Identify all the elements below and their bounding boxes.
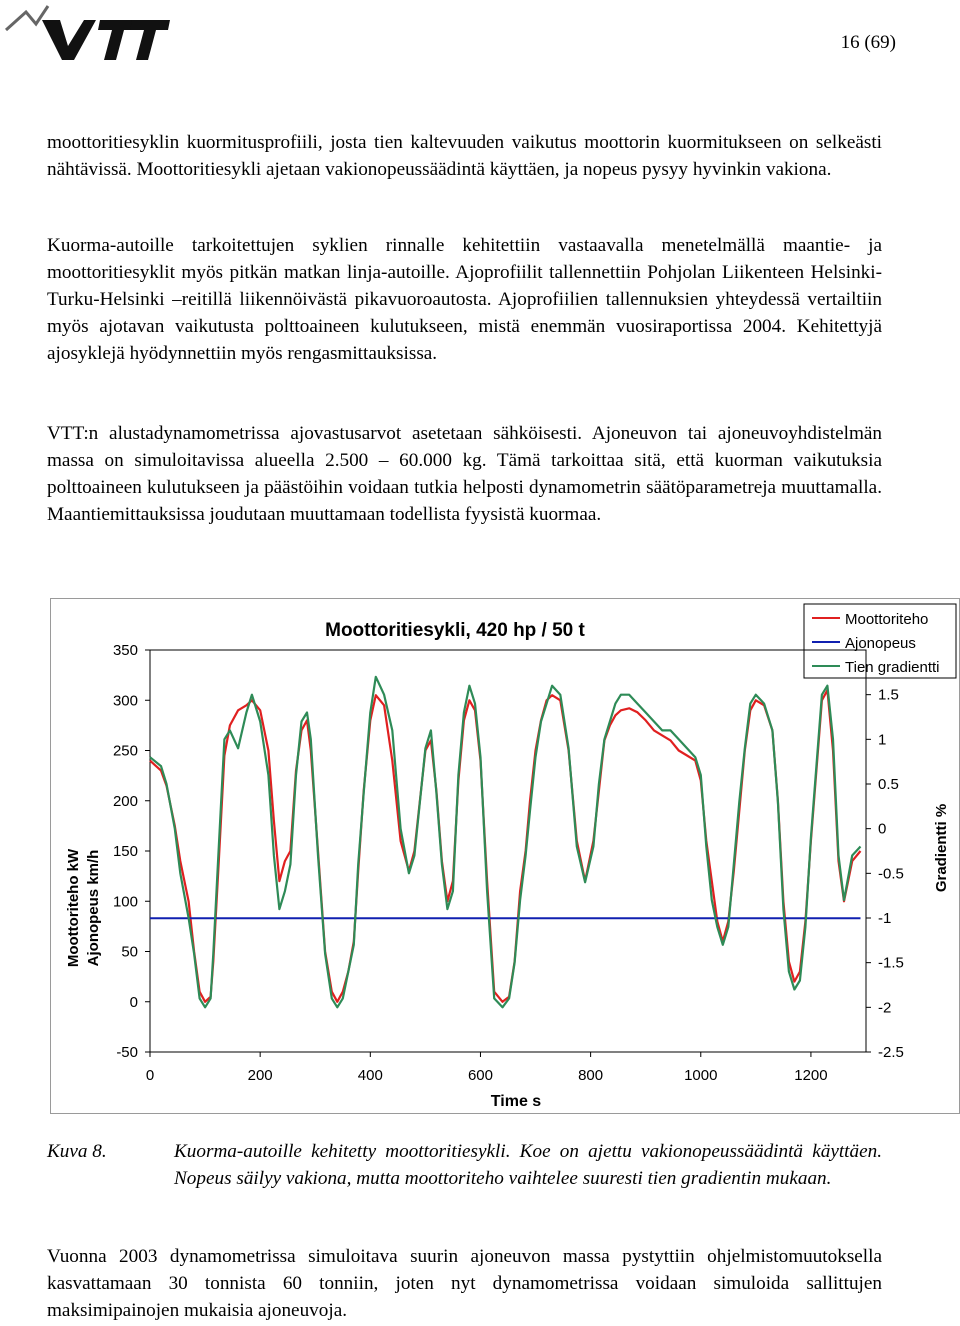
paragraph-3: VTT:n alustadynamometrissa ajovastusarvot asetetaan sähköisesti. Ajoneuvon tai ajoneuvoyhdistelmän massa on simuloitavissa alueella 2.500 – 60.000 kg. Tämä tarkoittaa sitä, että kuorman vaikutuksia polttoaineen kulutukseen ja päästöihin voidaan tutkia helposti dynamometrin säätöparametreja muuttamalla. Maantiemittauksissa joudutaan muuttamaan todellista fyysistä kuormaa. [47,423,882,525]
y-left-tick-label: 350 [112,642,138,659]
x-tick-label: 1000 [684,1067,718,1084]
y-right-tick-label: -2 [878,999,892,1017]
x-tick-label: 0 [145,1067,155,1084]
y-left-tick-label: 0 [129,993,138,1011]
y-right-tick-label: 0.5 [878,776,899,793]
chart-title: Moottoritiesykli, 420 hp / 50 t [325,620,585,641]
page-number: 16 (69) [840,32,896,53]
paragraph-4: Vuonna 2003 dynamometrissa simuloitava suurin ajoneuvon massa pystyttiin ohjelmistomuutoksella kasvattamaan 30 tonnista 60 tonniin, joten nyt dynamometrissa voidaan simuloida sallittujen maksimipainojen mukaisia ajoneuvoja. [47,1246,882,1321]
caption-text: Kuorma-autoille kehitetty moottoritiesykli. Koe on ajettu vakionopeussäädintä käyttäen. Nopeus säilyy vakiona, mutta moottoriteho vaihtelee suuresti tien gradientin mukaan. [174,1141,882,1189]
legend-label-speed: Ajonopeus [845,635,916,652]
y-right-tick-label: -0.5 [878,865,904,883]
y-left-tick-label: -50 [116,1044,138,1061]
chart-legend [804,604,956,678]
y-axis-label-power: Moottoriteho kW [65,848,82,968]
y-left-tick-label: 50 [121,943,138,961]
highway-cycle-chart [50,598,960,1114]
y-right-tick-label: 1 [878,731,887,749]
y-left-tick-label: 150 [112,843,138,860]
y-right-tick-label: 1.5 [878,686,899,704]
paragraph-1: moottoritiesyklin kuormitusprofiili, josta tien kaltevuuden vaikutus moottorin kuormitukseen on selkeästi nähtävissä. Moottoritiesykli ajetaan vakionopeussäädintä käyttäen, ja nopeus pysyy hyvinkin vakiona. [47,132,882,180]
y-left-tick-label: 300 [112,692,138,710]
y-right-tick-label: -1.5 [878,954,904,972]
x-tick-label: 400 [357,1067,383,1084]
legend-label-gradient: Tien gradientti [845,659,940,676]
x-axis-label: Time s [490,1093,542,1110]
y-left-tick-label: 250 [112,742,138,760]
x-tick-label: 600 [467,1067,493,1084]
y-right-tick-label: -2.5 [878,1044,904,1061]
y-right-tick-label: -1 [878,910,892,927]
y-axis-label-speed: Ajonopeus km/h [85,849,102,967]
y-left-tick-label: 100 [112,893,138,911]
caption-label: Kuva 8. [47,1141,107,1162]
y-left-tick-label: 200 [112,792,138,810]
x-tick-label: 200 [247,1067,273,1084]
legend-label-power: Moottoriteho [845,611,929,628]
x-tick-label: 800 [578,1067,604,1084]
vtt-logo [4,2,172,64]
paragraph-2: Kuorma-autoille tarkoitettujen syklien rinnalle kehitettiin vastaavalla menetelmällä maantie- ja moottoritiesyklit myös pitkän matkan linja-autoille. Ajoprofiilit tallennettiin Pohjolan Liikenteen Helsinki-Turku-Helsinki –reitillä liikennöivästä pikavuoroautosta. Ajoprofiilien tallennuksien yhteydessä vertailtiin myös ajotavan vaikutusta polttoaineen kulutukseen, mistä enemmän vuosiraportissa 2004. Kehitettyjä ajosyklejä hyödynnettiin myös rengasmittauksissa. [47,235,882,364]
y-right-tick-label: 0 [878,820,887,838]
y-axis-label-gradient: Gradientti % [933,803,950,893]
x-tick-label: 1200 [794,1067,828,1084]
